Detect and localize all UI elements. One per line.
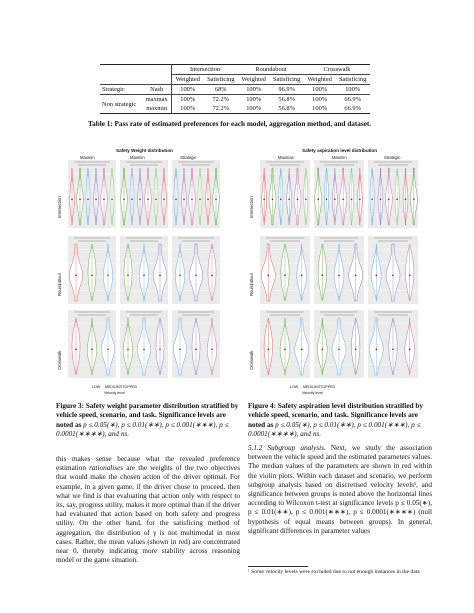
median-marker: [91, 275, 93, 277]
median-marker: [351, 199, 353, 201]
figure-4-caption: Figure 4: Safety aspiration level distribution stratified by vehicle speed, scenario, and task. Significance levels are noted as p ≤ 0.05(∗), p ≤ 0.01(∗∗), p ≤ 0.001(∗∗∗), p ≤ 0.0001(∗∗∗∗), and ns.: [248, 402, 423, 439]
figure-4: [248, 148, 424, 398]
figure-3-caption: Figure 3: Safety weight parameter distribution stratified by vehicle speed, scenario, and task. Significance levels are noted as p ≤ 0.05(∗), p ≤ 0.01(∗∗), p ≤ 0.001(∗∗∗), p ≤ 0.0001(∗∗∗∗), and ns.: [56, 402, 239, 439]
median-marker: [163, 199, 165, 201]
median-marker: [191, 199, 193, 201]
median-marker: [211, 275, 213, 277]
median-marker: [179, 275, 181, 277]
results-table: [100, 64, 370, 114]
median-marker: [326, 199, 328, 201]
figure-4-col-title: Maxmax: [278, 155, 294, 160]
median-marker: [338, 349, 340, 351]
panel-background: [68, 160, 116, 228]
median-marker: [195, 275, 197, 277]
median-marker: [371, 199, 373, 201]
figure-3: [56, 148, 226, 398]
figure-3-row-label: Roundabout: [57, 273, 62, 296]
figure-3-row-label: Crosswalk: [57, 350, 62, 370]
table-group-header: Crosswalk: [323, 66, 351, 73]
median-marker: [392, 349, 394, 351]
median-marker: [409, 275, 411, 277]
footnote-rule: [248, 566, 308, 567]
median-marker: [284, 275, 286, 277]
median-marker: [301, 349, 303, 351]
table-group-header: Intersection: [172, 65, 238, 75]
median-marker: [263, 199, 265, 201]
figure-4-panels: [248, 148, 424, 398]
median-marker: [268, 349, 270, 351]
table-row: Strategic Nash 100% 68% 100% 96.9% 100% 100%: [100, 85, 370, 95]
median-marker: [268, 275, 270, 277]
panel-background: [172, 160, 220, 228]
median-marker: [409, 349, 411, 351]
median-marker: [183, 199, 185, 201]
table-caption: Table 1: Pass rate of estimated preferences for each model, aggregation method, and dataset.: [88, 120, 372, 128]
median-marker: [355, 349, 357, 351]
median-marker: [123, 199, 125, 201]
median-marker: [305, 199, 307, 201]
table-row: Non strategic maxmax 100% 72.2% 100% 56.8% 100% 66.9%: [100, 95, 370, 105]
median-marker: [215, 199, 217, 201]
median-marker: [159, 349, 161, 351]
figure-4-col-title: Strategic: [384, 155, 401, 160]
left-column-text: this makes sense because what the revealed preference estimation rationalises are the weights of the two objectives that would make the chosen action of the driver optimal. For example, in a given game, if the driver chose to proceed, then what we find is that evaluating that action only with respect to its, say, progress utility, makes it more optimal than if the driver had evaluated that action based on both safety and progress utility. On the other hand, for the satisficing method of aggregation, the distribution of γ is not multimodal in most cases. Rather, the mean values (shown in red) are concentrated near 0, thereby indicating more stability across reasoning model or the game situation.: [56, 455, 240, 565]
footnote: ¹ Some velocity levels were excluded due to not enough instances in the data: [248, 569, 420, 575]
table-subheader: Satisficing: [335, 75, 370, 85]
median-marker: [392, 275, 394, 277]
figure-4-col-title: Maxmin: [332, 155, 347, 160]
median-marker: [396, 199, 398, 201]
median-marker: [272, 199, 274, 201]
median-marker: [288, 199, 290, 201]
figure-3-xtick: STOPPED: [120, 385, 138, 389]
median-marker: [91, 349, 93, 351]
figure-4-row-label: Roundabout: [249, 273, 254, 296]
table-subheader: Satisficing: [269, 75, 304, 85]
table-subheader: Weighted: [172, 75, 204, 85]
median-marker: [175, 199, 177, 201]
table-subheader: Weighted: [304, 75, 335, 85]
figure-4-title: Safety aspiration level distribution: [302, 148, 378, 153]
median-marker: [111, 199, 113, 201]
figure-3-panels: [56, 148, 226, 398]
panel-background: [314, 160, 364, 228]
median-marker: [322, 349, 324, 351]
median-marker: [342, 199, 344, 201]
median-marker: [405, 199, 407, 201]
median-marker: [297, 199, 299, 201]
median-marker: [87, 199, 89, 201]
median-marker: [322, 275, 324, 277]
figure-4-xtick: LOW: [290, 385, 299, 389]
figure-4-xtick: MEDIUM: [303, 385, 318, 389]
median-marker: [131, 199, 133, 201]
median-marker: [79, 199, 81, 201]
figure-4-xlabel: Velocity level: [302, 391, 323, 395]
median-marker: [75, 275, 77, 277]
figure-3-title: Safety Weight distribution: [116, 148, 173, 153]
median-marker: [280, 199, 282, 201]
median-marker: [159, 275, 161, 277]
figure-3-row-label: Intersection: [57, 196, 62, 218]
median-marker: [317, 199, 319, 201]
median-marker: [139, 199, 141, 201]
figure-3-xtick: LOW: [92, 385, 101, 389]
panel-background: [120, 160, 168, 228]
figure-4-row-label: Intersection: [249, 196, 254, 218]
figure-3-xlabel: Velocity level: [104, 391, 125, 395]
right-column-text: 5.1.2 Subgroup analysis. Next, we study the association between the vehicle speed and the estimated parameters values. The median values of the parameters are shown in red within the violin plots. Within each dataset and scenario, we perform subgroup analysis based on discretised velocity levels¹, and significance between groups is noted above the horizontal lines according to Wilcoxon t-test at significance levels p ≤ 0.05(∗), p ≤ 0.01(∗∗), p ≤ 0.001(∗∗∗), p ≤ 0.0001(∗∗∗∗) (null hypothesis of equal means between groups). In general, significant differences in parameter values: [248, 444, 433, 535]
median-marker: [376, 349, 378, 351]
median-marker: [359, 199, 361, 201]
median-marker: [376, 275, 378, 277]
figure-3-col-title: Maxmin: [80, 155, 95, 160]
figure-3-col-title: Maxmin: [130, 155, 145, 160]
median-marker: [103, 199, 105, 201]
figure-3-xtick: MEDIUM: [105, 385, 120, 389]
panel-background: [260, 160, 310, 228]
median-marker: [301, 275, 303, 277]
section-heading: 5.1.2 Subgroup analysis.: [248, 444, 326, 452]
median-marker: [355, 275, 357, 277]
table-subheader: Weighted: [238, 75, 269, 85]
median-marker: [284, 349, 286, 351]
median-marker: [147, 199, 149, 201]
table-group-header: Roundabout: [255, 66, 287, 73]
median-marker: [143, 349, 145, 351]
panel-background: [368, 160, 418, 228]
median-marker: [155, 199, 157, 201]
median-marker: [143, 275, 145, 277]
figure-3-col-title: Strategic: [180, 155, 197, 160]
figure-4-xtick: STOPPED: [318, 385, 336, 389]
table-subheader: Satisficing: [203, 75, 238, 85]
median-marker: [334, 199, 336, 201]
median-marker: [388, 199, 390, 201]
median-marker: [107, 349, 109, 351]
table-row: maxmin 100% 72.2% 100% 56.8% 100% 66.9%: [100, 104, 370, 114]
median-marker: [338, 275, 340, 277]
median-marker: [413, 199, 415, 201]
median-marker: [95, 199, 97, 201]
median-marker: [211, 349, 213, 351]
median-marker: [179, 349, 181, 351]
median-marker: [127, 275, 129, 277]
median-marker: [75, 349, 77, 351]
median-marker: [199, 199, 201, 201]
median-marker: [195, 349, 197, 351]
median-marker: [71, 199, 73, 201]
median-marker: [107, 275, 109, 277]
median-marker: [127, 349, 129, 351]
median-marker: [207, 199, 209, 201]
median-marker: [380, 199, 382, 201]
figure-4-row-label: Crosswalk: [249, 350, 254, 370]
